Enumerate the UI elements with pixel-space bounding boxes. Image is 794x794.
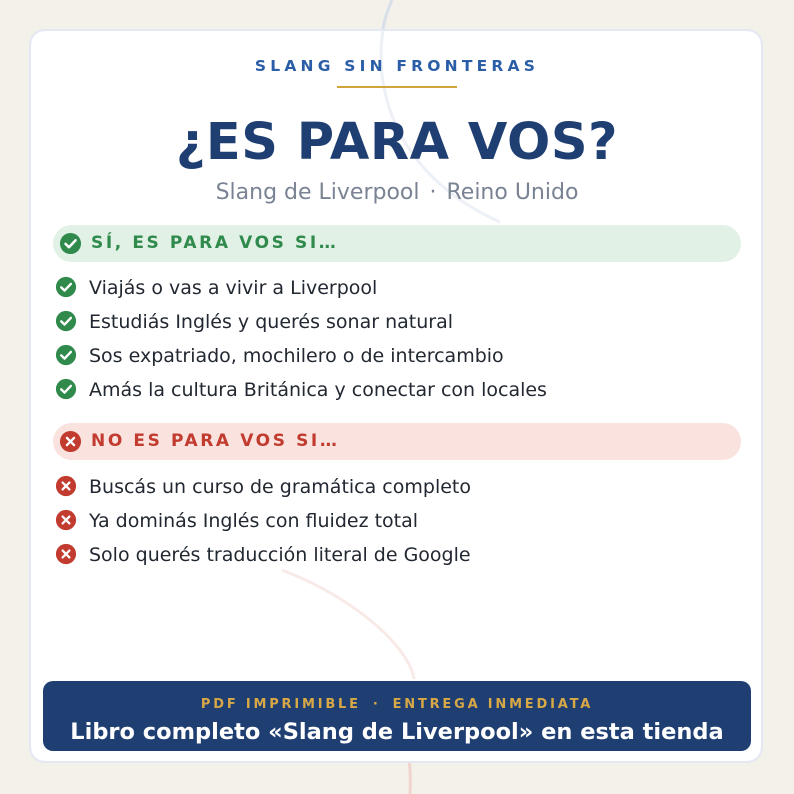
- check-circle-icon: [55, 378, 77, 400]
- yes-list-item-text: Viajás o vas a vivir a Liverpool: [89, 277, 378, 299]
- page-title: ¿ES PARA VOS?: [175, 113, 619, 172]
- x-circle-icon: [55, 509, 77, 531]
- yes-section-heading: [53, 225, 741, 262]
- check-circle-icon: [55, 310, 77, 332]
- brand-underline: [337, 86, 457, 88]
- x-circle-icon: [55, 543, 77, 565]
- no-section-heading-label: NO ES PARA VOS SI…: [91, 431, 340, 451]
- cta-tag-format: PDF IMPRIMIBLE: [200, 697, 361, 712]
- subtitle-city: Slang de Liverpool: [215, 180, 420, 205]
- cta-tag-delivery: ENTREGA INMEDIATA: [392, 697, 594, 712]
- cta-tagline: [43, 697, 751, 712]
- x-circle-icon: [55, 475, 77, 497]
- x-circle-icon: [59, 430, 82, 453]
- subtitle: [0, 180, 794, 205]
- yes-section-heading-label: SÍ, ES PARA VOS SI…: [91, 233, 339, 253]
- cta-text: Libro completo «Slang de Liverpool» en esta tienda: [70, 719, 724, 745]
- check-circle-icon: [55, 344, 77, 366]
- subtitle-separator: ·: [429, 180, 437, 205]
- no-section-heading: [53, 423, 741, 460]
- yes-list-item-text: Amás la cultura Británica y conectar con locales: [89, 379, 547, 401]
- no-list-item-text: Buscás un curso de gramática completo: [89, 476, 471, 498]
- check-circle-icon: [59, 232, 82, 255]
- brand-name: SLANG SIN FRONTERAS: [254, 57, 540, 75]
- no-list-item-text: Solo querés traducción literal de Google: [89, 544, 471, 566]
- no-list-item-text: Ya dominás Inglés con fluidez total: [89, 510, 419, 532]
- yes-list-item-text: Estudiás Inglés y querés sonar natural: [89, 311, 453, 333]
- yes-list-item-text: Sos expatriado, mochilero o de intercambio: [89, 345, 504, 367]
- cta-tag-separator: ·: [372, 697, 381, 712]
- cta-banner: [43, 681, 751, 751]
- subtitle-country: Reino Unido: [446, 180, 579, 205]
- check-circle-icon: [55, 276, 77, 298]
